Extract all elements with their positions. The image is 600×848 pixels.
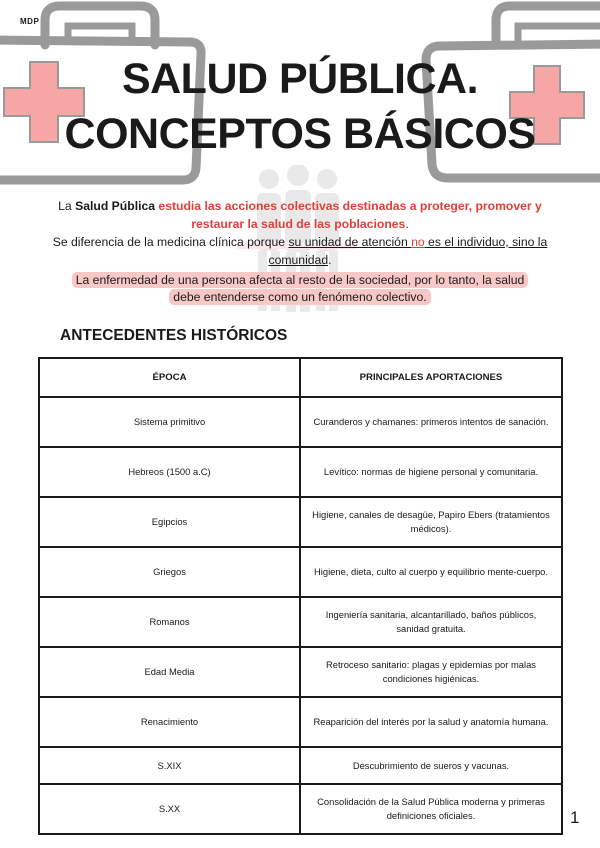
page-title-line1: SALUD PÚBLICA. xyxy=(121,55,479,103)
table-row xyxy=(39,397,562,447)
intro-prefix: La xyxy=(58,199,76,213)
intro-definition: estudia las acciones colectivas destinadas a proteger, promover y restaurar la salud de las poblaciones xyxy=(158,199,542,231)
column-header-epoca: ÉPOCA xyxy=(39,358,300,397)
intro-diff-underlined: su unidad de atención xyxy=(288,235,412,249)
intro-diff-underlined-2: es el individuo, sino la comunidad xyxy=(268,235,548,267)
section-title: ANTECEDENTES HISTÓRICOS xyxy=(60,327,288,344)
intro-diff-start: Se diferencia de la medicina clínica porque xyxy=(52,235,289,249)
cell-epoca: Edad Media xyxy=(39,647,300,697)
page-title-line2: CONCEPTOS BÁSICOS xyxy=(64,110,536,158)
cell-aportaciones: Descubrimiento de sueros y vacunas. xyxy=(300,747,562,784)
intro-diff-end: . xyxy=(328,253,332,267)
table-row xyxy=(39,784,562,834)
table-row xyxy=(39,547,562,597)
table-row xyxy=(39,697,562,747)
intro-diff-no: no xyxy=(411,235,425,249)
cell-aportaciones: Reaparición del interés por la salud y anatomía humana. xyxy=(300,697,562,747)
history-table xyxy=(38,357,563,835)
cell-epoca: Griegos xyxy=(39,547,300,597)
column-header-aportaciones: PRINCIPALES APORTACIONES xyxy=(300,358,562,397)
cell-epoca: Renacimiento xyxy=(39,697,300,747)
intro-paragraph xyxy=(40,197,560,269)
table-row xyxy=(39,747,562,784)
highlight-note-text: La enfermedad de una persona afecta al resto de la sociedad, por lo tanto, la salud debe entenderse como un fenómeno colectivo. xyxy=(72,272,529,305)
intro-term: Salud Pública xyxy=(75,199,156,213)
cell-epoca: Romanos xyxy=(39,597,300,647)
highlight-note xyxy=(62,272,538,306)
table-header-row xyxy=(39,358,562,397)
cell-epoca: Egipcios xyxy=(39,497,300,547)
intro-period: . xyxy=(405,217,409,231)
page-number: 1 xyxy=(570,808,580,827)
cell-aportaciones: Retroceso sanitario: plagas y epidemias por malas condiciones higiénicas. xyxy=(300,647,562,697)
cell-epoca: S.XX xyxy=(39,784,300,834)
cell-epoca: Hebreos (1500 a.C) xyxy=(39,447,300,497)
cell-aportaciones: Higiene, canales de desagüe, Papiro Ebers (tratamientos médicos). xyxy=(300,497,562,547)
table-row xyxy=(39,647,562,697)
table-row xyxy=(39,597,562,647)
author-initials: MDP xyxy=(20,17,40,26)
cell-aportaciones: Higiene, dieta, culto al cuerpo y equilibrio mente-cuerpo. xyxy=(300,547,562,597)
cell-aportaciones: Ingeniería sanitaria, alcantarillado, baños públicos, sanidad gratuita. xyxy=(300,597,562,647)
cell-epoca: S.XIX xyxy=(39,747,300,784)
cell-aportaciones: Curanderos y chamanes: primeros intentos de sanación. xyxy=(300,397,562,447)
table-row xyxy=(39,497,562,547)
cell-aportaciones: Levítico: normas de higiene personal y comunitaria. xyxy=(300,447,562,497)
table-row xyxy=(39,447,562,497)
cell-aportaciones: Consolidación de la Salud Pública moderna y primeras definiciones oficiales. xyxy=(300,784,562,834)
cell-epoca: Sistema primitivo xyxy=(39,397,300,447)
